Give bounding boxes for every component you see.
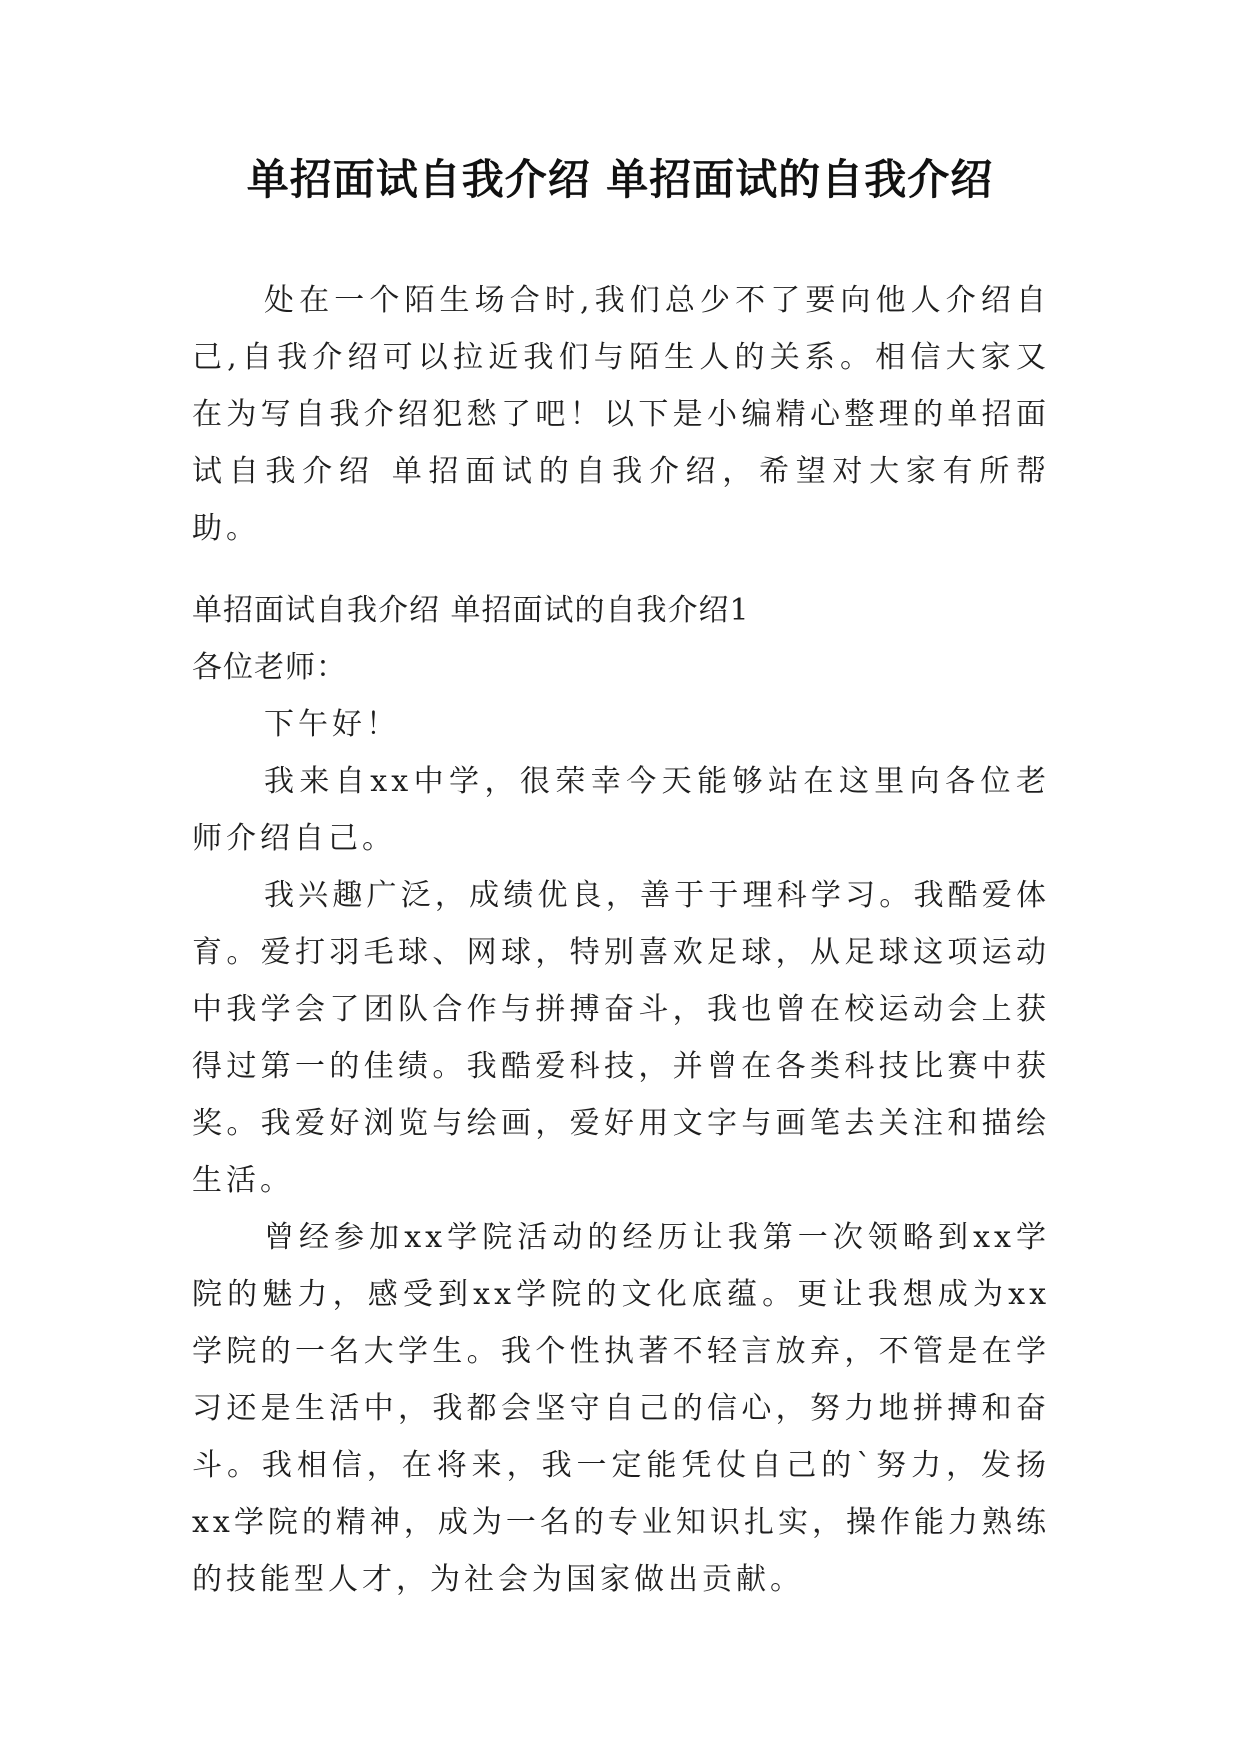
section-block xyxy=(192,582,1050,1608)
intro-block xyxy=(192,272,1050,557)
body-paragraph-2: 我兴趣广泛，成绩优良，善于于理科学习。我酷爱体育。爱打羽毛球、网球，特别喜欢足球，从足球这项运动中我学会了团队合作与拼搏奋斗，我也曾在校运动会上获得过第一的佳绩。我酷爱科技，并曾在各类科技比赛中获奖。我爱好浏览与绘画，爱好用文字与画笔去关注和描绘生活。 xyxy=(192,878,1050,1198)
intro-paragraph: 处在一个陌生场合时,我们总少不了要向他人介绍自己,自我介绍可以拉近我们与陌生人的关系。相信大家又在为写自我介绍犯愁了吧！以下是小编精心整理的单招面试自我介绍 单招面试的自我介绍，希望对大家有所帮助。 xyxy=(192,283,1050,546)
document-title: 单招面试自我介绍 单招面试的自我介绍 xyxy=(246,155,994,204)
body-paragraph-1: 我来自xx中学，很荣幸今天能够站在这里向各位老师介绍自己。 xyxy=(192,764,1050,856)
salutation: 各位老师： xyxy=(192,650,347,685)
body-paragraph-3: 曾经参加xx学院活动的经历让我第一次领略到xx学院的魅力，感受到xx学院的文化底蕴。更让我想成为xx学院的一名大学生。我个性执著不轻言放弃，不管是在学习还是生活中，我都会坚守自己的信心，努力地拼搏和奋斗。我相信，在将来，我一定能凭仗自己的`努力，发扬xx学院的精神，成为一名的专业知识扎实，操作能力熟练的技能型人才，为社会为国家做出贡献。 xyxy=(192,1220,1050,1597)
section-heading: 单招面试自我介绍 单招面试的自我介绍1 xyxy=(192,593,750,628)
greeting: 下午好！ xyxy=(264,707,400,742)
